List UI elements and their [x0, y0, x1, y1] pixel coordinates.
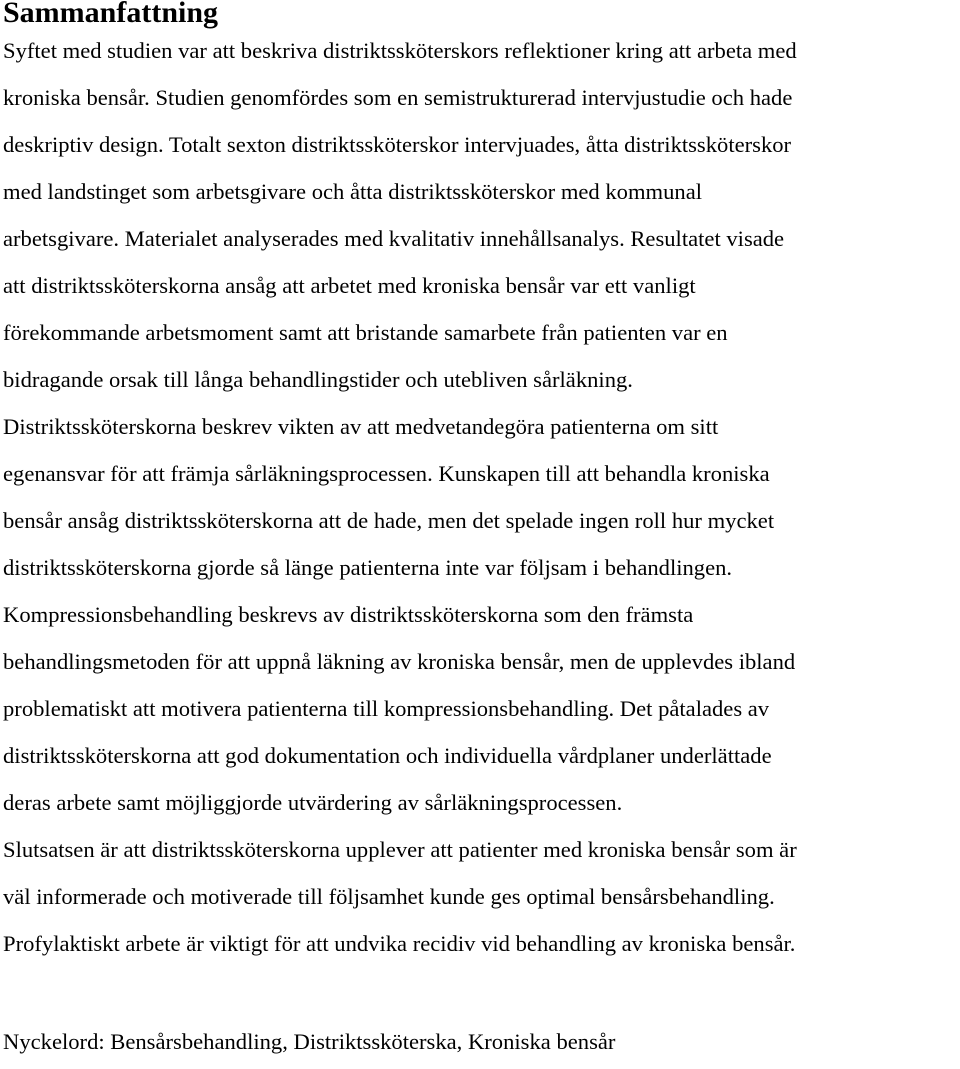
- summary-line-18: Slutsatsen är att distriktssköterskorna upplever att patienter med kroniska bensår som är: [3, 837, 797, 862]
- summary-line-11: bensår ansåg distriktssköterskorna att de hade, men det spelade ingen roll hur mycket: [3, 508, 775, 533]
- summary-line-10: egenansvar för att främja sårläkningsprocessen. Kunskapen till att behandla kroniska: [3, 461, 770, 486]
- summary-line-6: att distriktssköterskorna ansåg att arbetet med kroniska bensår var ett vanligt: [3, 273, 696, 298]
- summary-line-13: Kompressionsbehandling beskrevs av distriktssköterskorna som den främsta: [3, 602, 694, 627]
- summary-line-15: problematiskt att motivera patienterna till kompressionsbehandling. Det påtalades av: [3, 696, 770, 721]
- keywords-line: Nyckelord: Bensårsbehandling, Distriktssköterska, Kroniska bensår: [3, 1029, 616, 1054]
- summary-line-19: väl informerade och motiverade till följsamhet kunde ges optimal bensårsbehandling.: [3, 884, 775, 909]
- summary-line-3: deskriptiv design. Totalt sexton distriktssköterskor intervjuades, åtta distriktssköterskor: [3, 132, 792, 157]
- document-heading: Sammanfattning: [3, 0, 219, 29]
- summary-line-9: Distriktssköterskorna beskrev vikten av att medvetandegöra patienterna om sitt: [3, 414, 719, 439]
- summary-line-4: med landstinget som arbetsgivare och åtta distriktssköterskor med kommunal: [3, 179, 703, 204]
- summary-line-1: Syftet med studien var att beskriva distriktssköterskors reflektioner kring att arbeta med: [3, 38, 797, 63]
- summary-line-12: distriktssköterskorna gjorde så länge patienterna inte var följsam i behandlingen.: [3, 555, 733, 580]
- summary-line-17: deras arbete samt möjliggjorde utvärdering av sårläkningsprocessen.: [3, 790, 623, 815]
- summary-line-14: behandlingsmetoden för att uppnå läkning av kroniska bensår, men de upplevdes ibland: [3, 649, 796, 674]
- summary-line-20: Profylaktiskt arbete är viktigt för att undvika recidiv vid behandling av kroniska bensår.: [3, 931, 796, 956]
- summary-line-2: kroniska bensår. Studien genomfördes som en semistrukturerad intervjustudie och hade: [3, 85, 793, 110]
- summary-line-8: bidragande orsak till långa behandlingstider och utebliven sårläkning.: [3, 367, 633, 392]
- summary-line-7: förekommande arbetsmoment samt att bristande samarbete från patienten var en: [3, 320, 728, 345]
- summary-line-16: distriktssköterskorna att god dokumentation och individuella vårdplaner underlättade: [3, 743, 772, 768]
- summary-line-5: arbetsgivare. Materialet analyserades med kvalitativ innehållsanalys. Resultatet visade: [3, 226, 785, 251]
